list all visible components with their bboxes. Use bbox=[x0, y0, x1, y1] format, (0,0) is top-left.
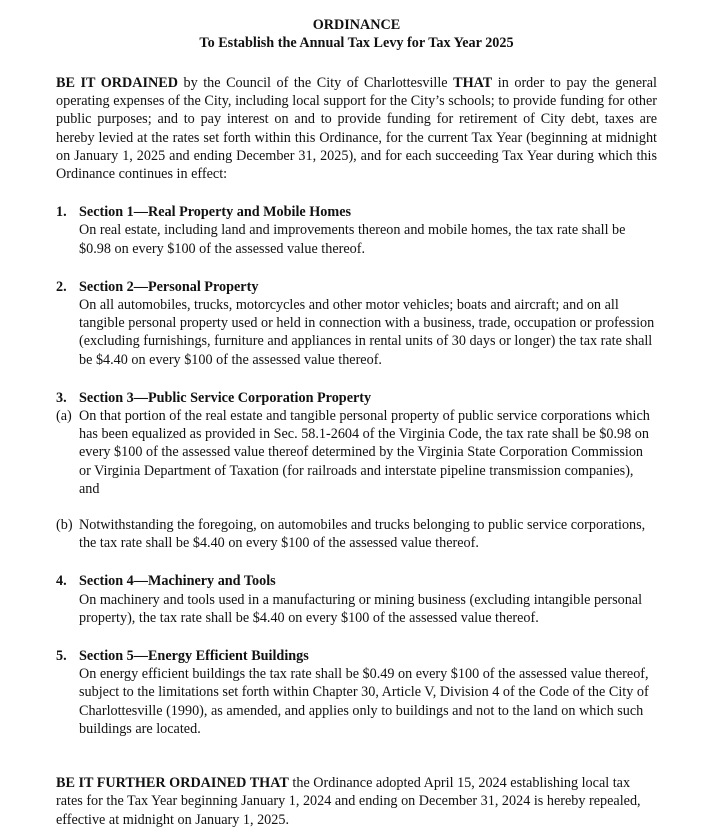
section-3 bbox=[56, 389, 657, 553]
section-4-number: 4. bbox=[56, 573, 67, 590]
section-2-heading bbox=[56, 278, 657, 296]
section-5-heading bbox=[56, 647, 657, 665]
subsection-a-text: On that portion of the real estate and tangible personal property of public service corporations which has been equalized as provided in Sec. 58.1-2604 of the Virginia Code, the tax rate shall be $0.98 on every $100 of the assessed value thereof determined by the Virginia State Corporation Commission or Virginia Department of Taxation (for railroads and interstate pipeline transmission companies), and bbox=[79, 408, 650, 497]
section-3-subsection-b bbox=[56, 516, 657, 552]
subsection-a-label: (a) bbox=[56, 408, 72, 425]
section-4-body: On machinery and tools used in a manufacturing or mining business (excluding intangible personal property), the tax rate shall be $4.40 on every $100 of the assessed value thereof. bbox=[79, 591, 643, 626]
section-5-number: 5. bbox=[56, 648, 67, 665]
section-1-number: 1. bbox=[56, 204, 67, 221]
section-2-title: Section 2—Personal Property bbox=[79, 278, 259, 295]
preamble-paragraph bbox=[56, 74, 657, 183]
subsection-b-label: (b) bbox=[56, 517, 73, 534]
title-block bbox=[56, 16, 657, 52]
preamble-that: THAT bbox=[453, 75, 493, 91]
subsection-b-text: Notwithstanding the foregoing, on automobiles and trucks belonging to public service corporations, the tax rate shall be $4.40 on every $100 of the assessed value thereof. bbox=[79, 517, 646, 552]
section-4-heading bbox=[56, 572, 657, 590]
closing-paragraph bbox=[56, 774, 657, 829]
section-1-title: Section 1—Real Property and Mobile Homes bbox=[79, 204, 352, 221]
section-2 bbox=[56, 278, 657, 369]
section-2-body: On all automobiles, trucks, motorcycles and other motor vehicles; boats and aircraft; and on all tangible personal property used or held in connection with a business, trade, occupation or profession (excluding furnishings, furniture and appliances in rental units of 30 days or longer) the tax rate shall be $4.40 on every $100 of the assessed value thereof. bbox=[79, 297, 655, 368]
preamble-text-2: in order to pay the general operating expenses of the City, including local support for the City’s schools; to provide funding for other public purposes; and to pay interest on and to provide funding for retirement of City debt, taxes are hereby levied at the rates set forth within this Ordinance, for the current Tax Year (beginning at midnight on January 1, 2025 and ending December 31, 2025), and for each succeeding Tax Year during which this Ordinance continues in effect: bbox=[56, 75, 657, 183]
section-3-heading bbox=[56, 389, 657, 407]
document-subtitle: To Establish the Annual Tax Levy for Tax Year 2025 bbox=[199, 35, 514, 51]
section-2-number: 2. bbox=[56, 278, 67, 295]
section-5-body: On energy efficient buildings the tax rate shall be $0.49 on every $100 of the assessed value thereof, subject to the limitations set forth within Chapter 30, Article V, Division 4 of the Code of the City of Charlottesville (1990), as amended, and applies only to buildings and not to the land on which such buildings are located. bbox=[79, 666, 649, 737]
section-1-body: On real estate, including land and improvements thereon and mobile homes, the tax rate shall be $0.98 on every $100 of the assessed value thereof. bbox=[79, 222, 626, 257]
section-4 bbox=[56, 572, 657, 627]
closing-lead: BE IT FURTHER ORDAINED THAT bbox=[56, 775, 289, 792]
document-title: ORDINANCE bbox=[312, 17, 401, 33]
section-1 bbox=[56, 203, 657, 258]
section-5-title: Section 5—Energy Efficient Buildings bbox=[79, 648, 309, 665]
preamble-lead: BE IT ORDAINED bbox=[56, 75, 178, 91]
closing-text: the Ordinance adopted April 15, 2024 establishing local tax rates for the Tax Year beginning January 1, 2024 and ending on December 31, 2024 is hereby repealed, effective at midnight on January 1, 2025. bbox=[56, 775, 641, 828]
section-5 bbox=[56, 647, 657, 738]
section-3-number: 3. bbox=[56, 389, 67, 406]
section-1-heading bbox=[56, 203, 657, 221]
section-3-title: Section 3—Public Service Corporation Property bbox=[79, 389, 372, 406]
preamble-text-1: by the Council of the City of Charlottesville bbox=[177, 75, 454, 91]
section-3-subsection-a bbox=[56, 407, 657, 498]
section-4-title: Section 4—Machinery and Tools bbox=[79, 573, 276, 590]
